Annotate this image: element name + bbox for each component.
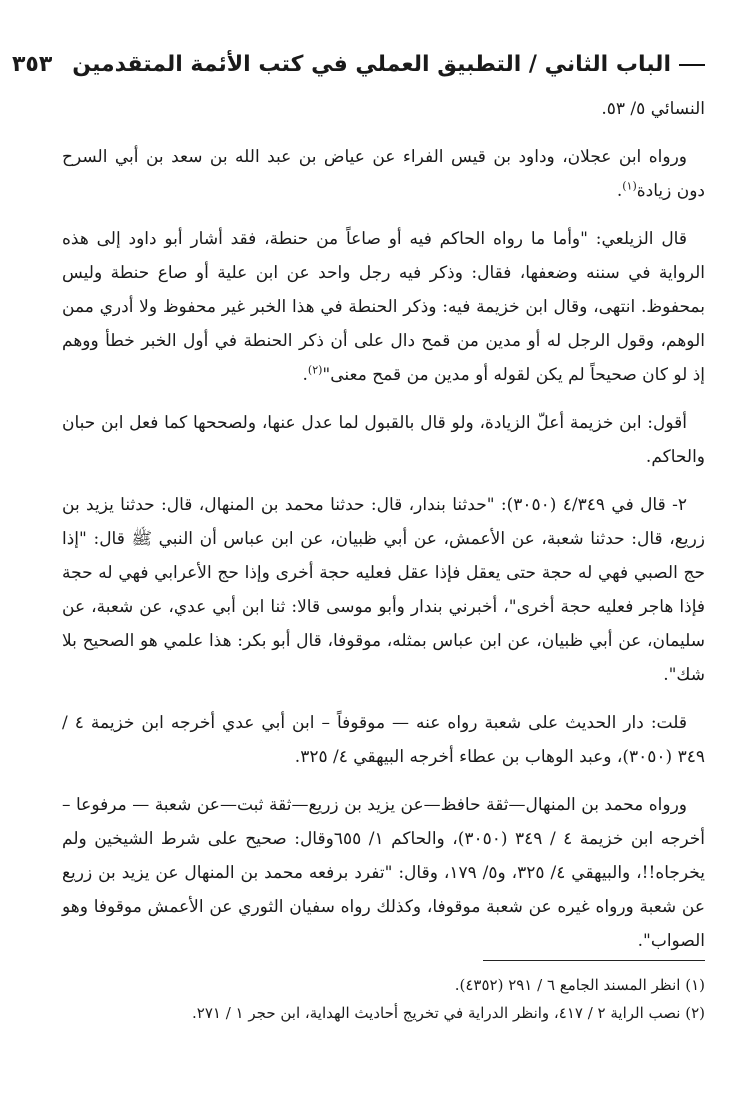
paragraph-text: ورواه ابن عجلان، وداود بن قيس الفراء عن عياض بن عبد الله بن سعد بن أبي السرح دون زيادة: [62, 147, 705, 201]
main-text: [62, 92, 705, 958]
paragraph: أقول: ابن خزيمة أعلّ الزيادة، ولو قال بالقبول لما عدل عنها، ولصححها كما فعل ابن حبان والحاكم.: [62, 413, 705, 467]
paragraph: ٢- قال في ٤/٣٤٩ (٣٠٥٠): "حدثنا بندار، قال: حدثنا محمد بن المنهال، قال: حدثنا يزيد بن زريع، قال: حدثنا شعبة، عن الأعمش، عن أبي ظبيان، عن ابن عباس أن النبي ﷺ قال: "إذا حج الصبي فهي له حجة حتى يعقل فإذا عقل فعليه حجة أخرى وإذا حج الأعرابي فهي له حجة فإذا هاجر فعليه حجة أخرى"، أخبرني بندار وأبو موسى قالا: ثنا ابن أبي عدي، عن شعبة، عن سليمان، عن أبي ظبيان، عن ابن عباس بمثله، موقوفا، قال أبو بكر: هذا علمي هو الصحيح بلا شك".: [62, 495, 705, 685]
paragraph: [62, 140, 705, 208]
footnote: (٢) نصب الراية ٢ / ٤١٧، وانظر الدراية في تخريج أحاديث الهداية، ابن حجر ١ / ٢٧١.: [192, 1004, 705, 1022]
paragraph: النسائي ٥/ ٥٣.: [601, 99, 705, 119]
footnote-separator: [483, 960, 705, 961]
footnotes: [62, 972, 705, 1028]
footnote-ref[interactable]: (٢): [307, 363, 323, 377]
header-dash: [679, 64, 705, 66]
page-number: ٣٥٣: [11, 51, 53, 77]
footnote: (١) انظر المسند الجامع ٦ / ٢٩١ (٤٣٥٢).: [454, 976, 705, 994]
footnote-ref[interactable]: (١): [622, 179, 637, 193]
chapter-title-text: الباب الثاني / التطبيق العملي في كتب الأئمة المتقدمين: [72, 51, 671, 77]
running-header: [11, 40, 705, 88]
paragraph: قلت: دار الحديث على شعبة رواه عنه — موقوفاً – ابن أبي عدي أخرجه ابن خزيمة ٤ / ٣٤٩ (٣٠٥٠)، وعبد الوهاب بن عطاء أخرجه البيهقي ٤/ ٣٢٥.: [62, 713, 705, 767]
paragraph-end: .: [302, 365, 308, 385]
paragraph-end: .: [616, 181, 623, 201]
paragraph-text: قال الزيلعي: "وأما ما رواه الحاكم فيه أو صاعاً من حنطة، فقد أشار أبو داود إلى هذه الرواية في سننه وضعفها، فقال: وذكر فيه رجل واحد عن ابن علية أو صاع حنطة وليس بمحفوظ. انتهى، وقال ابن خزيمة فيه: وذكر الحنطة في هذا الخبر غير محفوظ ولا أدري ممن الوهم، وقول الرجل له أو مدين من قمح دال على أن ذكر الحنطة في أول الخبر خطأ ووهم إذ لو كان صحيحاً لم يكن لقوله أو مدين من قمح معنى": [62, 229, 705, 385]
paragraph: [62, 222, 705, 392]
chapter-title: [72, 52, 705, 77]
paragraph: ورواه محمد بن المنهال—ثقة حافظ—عن يزيد بن زريع—ثقة ثبت—عن شعبة — مرفوعا – أخرجه ابن خزيمة ٤ / ٣٤٩ (٣٠٥٠)، والحاكم ١/ ٦٥٥وقال: صحيح على شرط الشيخين ولم يخرجاه!!، والبيهقي ٤/ ٣٢٥، و٥/ ١٧٩، وقال: "تفرد برفعه محمد بن المنهال عن يزيد بن زريع عن شعبة ورواه غيره عن شعبة موقوفا، وكذلك رواه سفيان الثوري عن الأعمش موقوفا وهو الصواب".: [62, 795, 706, 951]
